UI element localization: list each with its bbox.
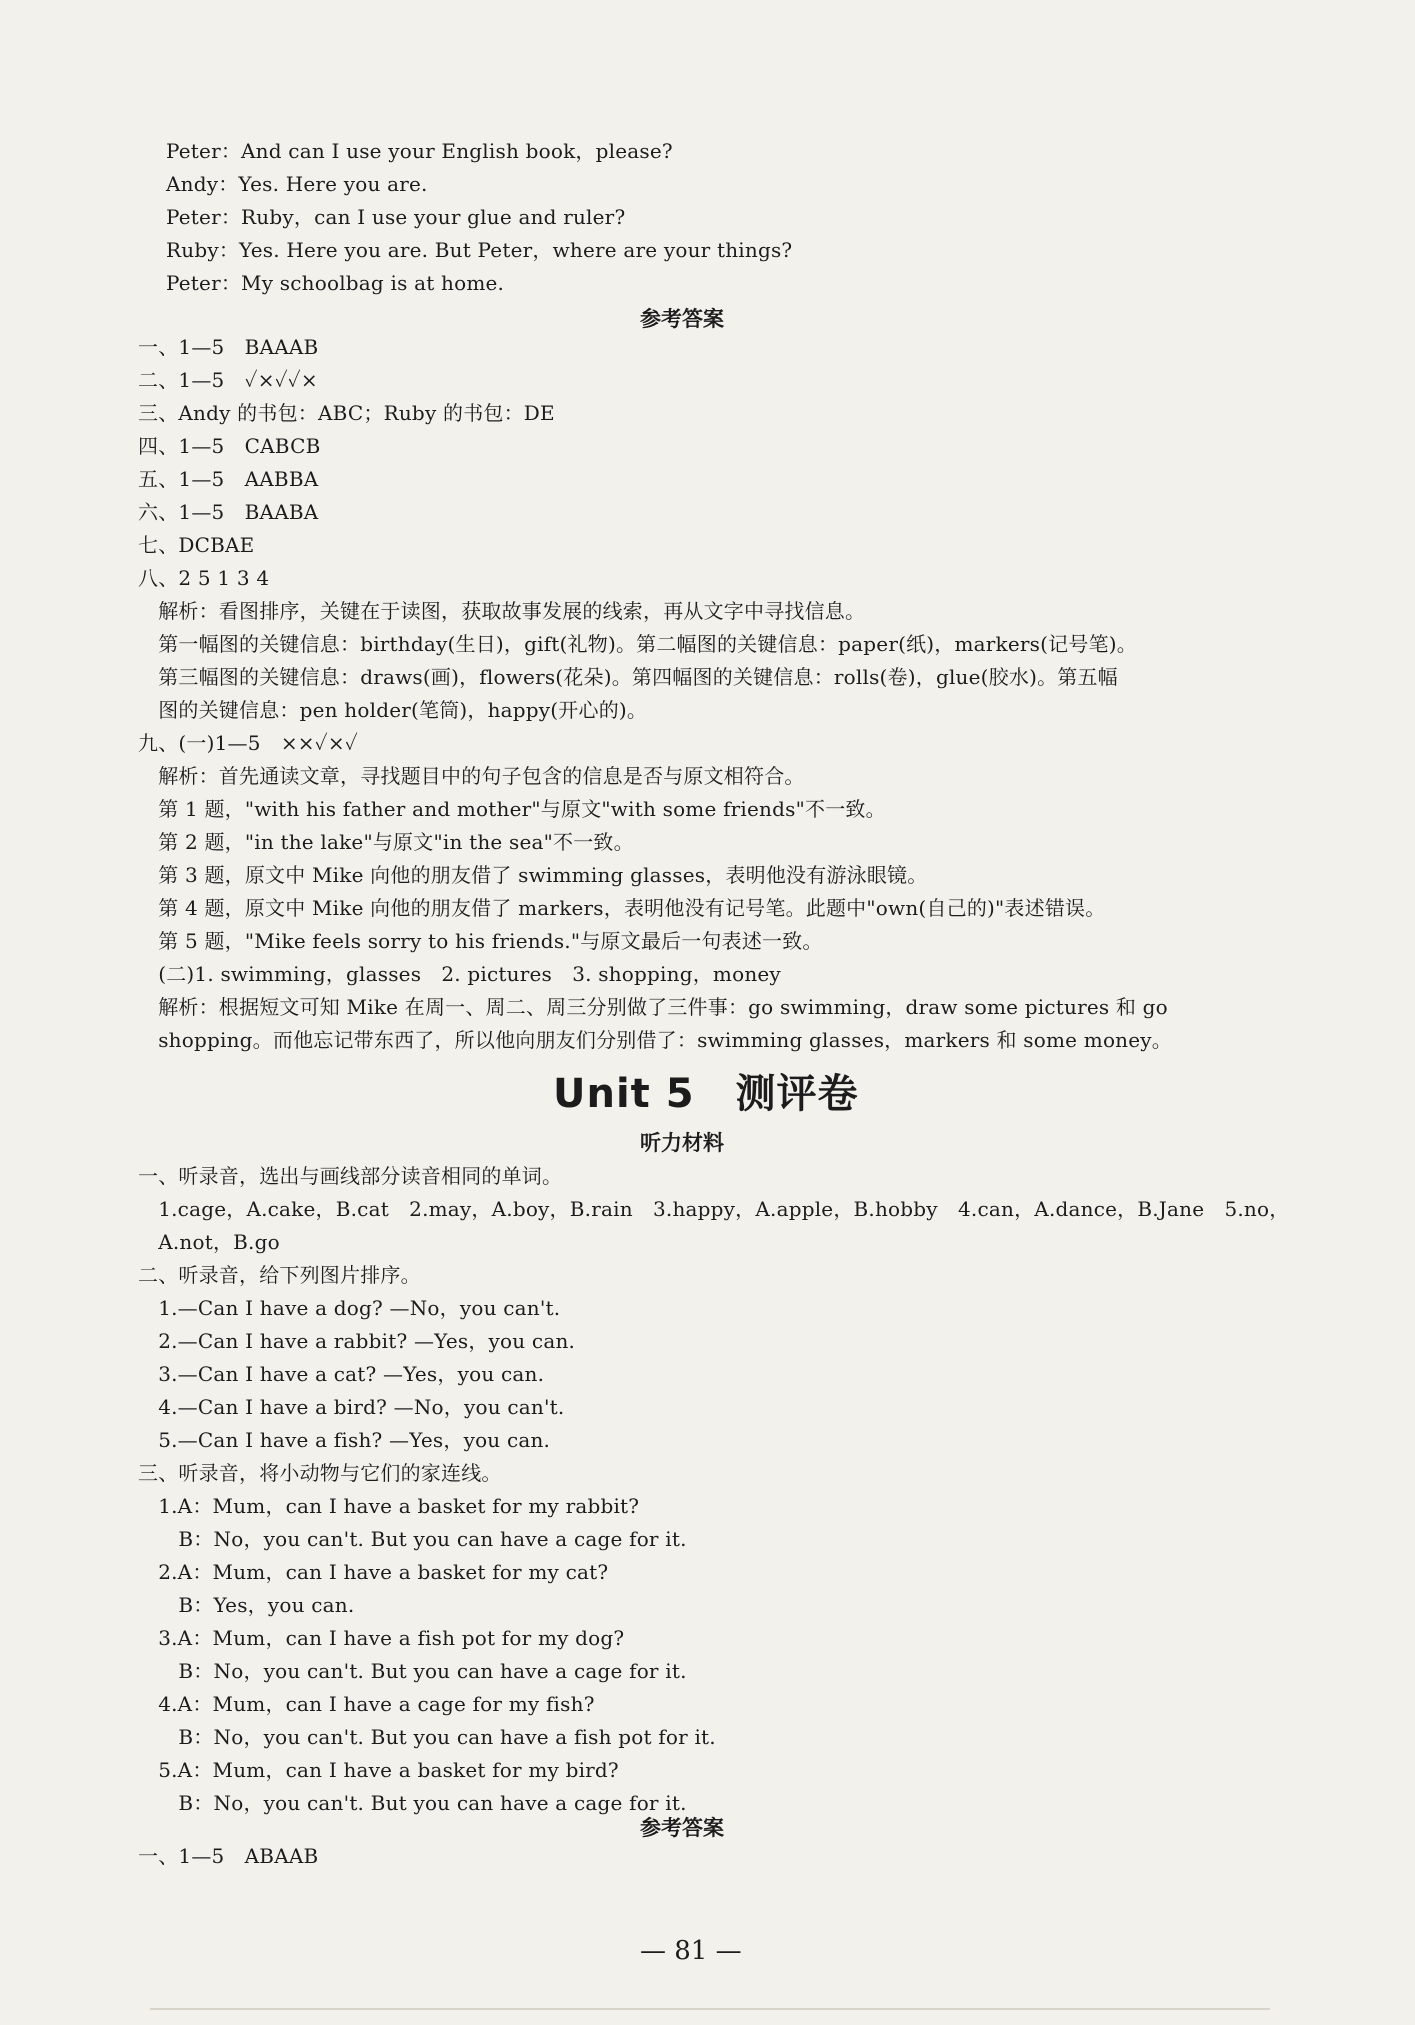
answer-line: 五、1—5 AABBA (138, 467, 319, 491)
analysis-line: 第 4 题，原文中 Mike 向他的朋友借了 markers，表明他没有记号笔。此题中"own(自己的)"表述错误。 (138, 896, 1106, 920)
listening-line: B：No，you can't. But you can have a cage for it. (138, 1659, 687, 1683)
answers-heading: 参考答案 (640, 307, 724, 331)
analysis-line: shopping。而他忘记带东西了，所以他向朋友们分别借了：swimming glasses，markers 和 some money。 (138, 1028, 1172, 1052)
dialogue-line: Ruby：Yes. Here you are. But Peter，where are your things? (166, 238, 793, 262)
listening-line: 5.—Can I have a fish? —Yes，you can. (138, 1428, 551, 1452)
answers-heading-2: 参考答案 (640, 1816, 724, 1840)
listening-line: 4.—Can I have a bird? —No，you can't. (138, 1395, 565, 1419)
listening-line: 5.A：Mum，can I have a basket for my bird? (138, 1758, 619, 1782)
listening-line: 3.—Can I have a cat? —Yes，you can. (138, 1362, 545, 1386)
analysis-line: 图的关键信息：pen holder(笔筒)，happy(开心的)。 (138, 698, 648, 722)
answer-line: 四、1—5 CABCB (138, 434, 321, 458)
listening-line: B：Yes，you can. (138, 1593, 355, 1617)
listening-heading: 听力材料 (640, 1131, 724, 1155)
analysis-line: 解析：首先通读文章，寻找题目中的句子包含的信息是否与原文相符合。 (138, 764, 805, 788)
listening-line: B：No，you can't. But you can have a fish pot for it. (138, 1725, 716, 1749)
listening-line: 三、听录音，将小动物与它们的家连线。 (138, 1461, 502, 1485)
analysis-line: 第 5 题，"Mike feels sorry to his friends."与原文最后一句表述一致。 (138, 929, 823, 953)
answer-line: 一、1—5 BAAAB (138, 335, 319, 359)
analysis-line: 第三幅图的关键信息：draws(画)，flowers(花朵)。第四幅图的关键信息：rolls(卷)，glue(胶水)。第五幅 (138, 665, 1118, 689)
answer-line: 二、1—5 ✓×✓✓× (138, 368, 318, 392)
listening-line: A.not，B.go (138, 1230, 280, 1254)
analysis-line: 解析：看图排序，关键在于读图，获取故事发展的线索，再从文字中寻找信息。 (138, 599, 866, 623)
page-number: — 81 — (640, 1936, 742, 1966)
dialogue-line: Peter：My schoolbag is at home. (166, 271, 505, 295)
answer-line: (二)1. swimming，glasses 2. pictures 3. shopping，money (138, 962, 781, 986)
analysis-line: 解析：根据短文可知 Mike 在周一、周二、周三分别做了三件事：go swimming，draw some pictures 和 go (138, 995, 1168, 1019)
dialogue-line: Andy：Yes. Here you are. (166, 172, 428, 196)
answer-line: 六、1—5 BAABA (138, 500, 319, 524)
listening-line: 1.A：Mum，can I have a basket for my rabbit? (138, 1494, 640, 1518)
listening-line: B：No，you can't. But you can have a cage for it. (138, 1791, 687, 1815)
answer-line: 八、2 5 1 3 4 (138, 566, 270, 590)
analysis-line: 第一幅图的关键信息：birthday(生日)，gift(礼物)。第二幅图的关键信息：paper(纸)，markers(记号笔)。 (138, 632, 1137, 656)
dialogue-line: Peter：Ruby，can I use your glue and ruler? (166, 205, 626, 229)
listening-line: 一、听录音，选出与画线部分读音相同的单词。 (138, 1164, 563, 1188)
listening-line: B：No，you can't. But you can have a cage for it. (138, 1527, 687, 1551)
listening-line: 3.A：Mum，can I have a fish pot for my dog? (138, 1626, 625, 1650)
analysis-line: 第 1 题，"with his father and mother"与原文"with some friends"不一致。 (138, 797, 886, 821)
listening-line: 4.A：Mum，can I have a cage for my fish? (138, 1692, 595, 1716)
analysis-line: 第 2 题，"in the lake"与原文"in the sea"不一致。 (138, 830, 634, 854)
listening-line: 二、听录音，给下列图片排序。 (138, 1263, 421, 1287)
listening-line: 2.—Can I have a rabbit? —Yes，you can. (138, 1329, 576, 1353)
listening-line: 1.—Can I have a dog? —No，you can't. (138, 1296, 561, 1320)
bottom-rule (150, 2008, 1270, 2010)
listening-line: 1.cage，A.cake，B.cat 2.may，A.boy，B.rain 3.happy，A.apple，B.hobby 4.can，A.dance，B.Jane 5.no， (138, 1197, 1290, 1221)
answer-line: 七、DCBAE (138, 533, 255, 557)
answer-line: 三、Andy 的书包：ABC；Ruby 的书包：DE (138, 401, 555, 425)
answer-line: 一、1—5 ABAAB (138, 1844, 319, 1868)
unit-title: Unit 5 测评卷 (553, 1071, 859, 1117)
listening-line: 2.A：Mum，can I have a basket for my cat? (138, 1560, 609, 1584)
dialogue-line: Peter：And can I use your English book，please? (166, 139, 673, 163)
analysis-line: 第 3 题，原文中 Mike 向他的朋友借了 swimming glasses，表明他没有游泳眼镜。 (138, 863, 928, 887)
answer-line: 九、(一)1—5 ××✓×✓ (138, 731, 358, 755)
